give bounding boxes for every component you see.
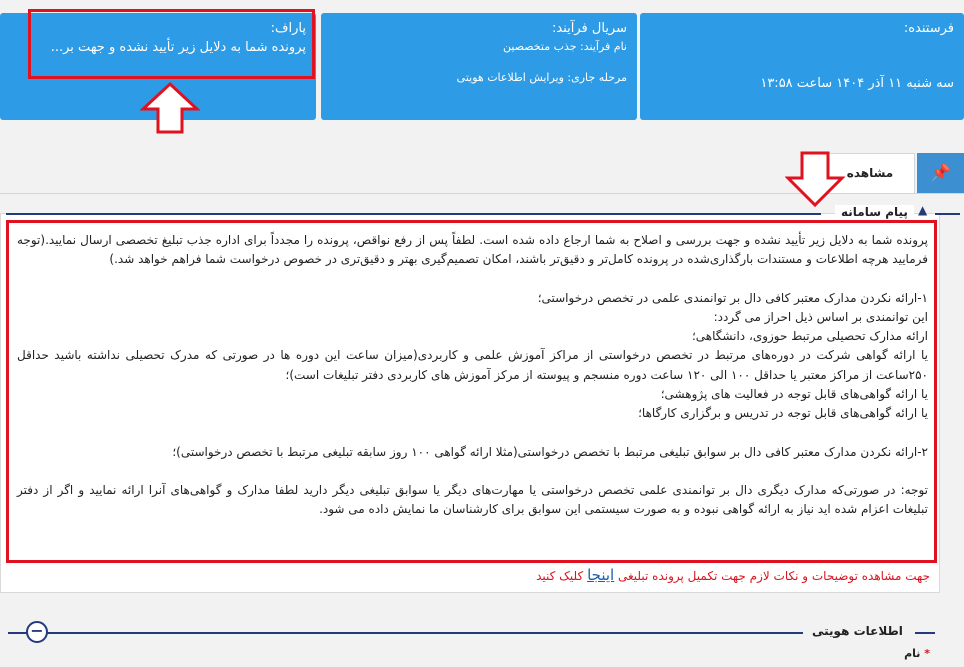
pin-icon[interactable]: 📌 <box>917 153 964 193</box>
up-arrow-icon <box>140 81 200 135</box>
identity-section-title: اطلاعات هویتی <box>812 624 903 638</box>
tab-view[interactable]: مشاهده <box>825 153 915 193</box>
system-message-legend: پیام سامانه <box>835 205 914 219</box>
message-item-1c: یا ارائه گواهی شرکت در دوره‌های مرتبط در تخصص درخواستی از مراکز آموزش علمی و کاربردی(میزان ساعت این دوره ها در صورتی که مدرک تحصیلی نداشته باشید حداقل ۲۵۰ساعت از مراکز معتبر یا حداقل ۱۰۰ الی ۱۲۰ ساعت دوره منسجم و پیوسته از مرکز آموزش های کاربردی دفتر تبلیغات است)؛ <box>17 348 928 382</box>
more-info-text: جهت مشاهده توضیحات و نکات لازم جهت تکمیل پرونده تبلیغی <box>618 569 930 583</box>
message-item-1: ۱-ارائه نکردن مدارک معتبر کافی دال بر توانمندی علمی در تخصص درخواستی؛ <box>537 290 928 305</box>
message-intro: پرونده شما به دلایل زیر تأیید نشده و جهت بررسی و اصلاح به شما ارجاع داده شده است. لطفاً پس از رفع نواقص، پرونده را مجدداً برای اداره جذب تبلیغ تخصصی ارسال نمایید.(توجه فرمایید هرچه اطلاعات و مستندات بارگذاری‌شده در پرونده کامل‌تر و دقیق‌تر باشند، امکان تصمیم‌گیری بهتر و دقیق‌تری در خصوص درخواست شما فراهم خواهد شد.) <box>17 233 928 267</box>
paraf-highlight-box <box>28 9 315 79</box>
name-label-text: نام <box>904 647 921 660</box>
more-info-link[interactable]: اینجا <box>587 566 615 584</box>
panel-divider-right <box>935 213 960 215</box>
current-stage: مرحله جاری: ویرایش اطلاعات هویتی <box>456 71 627 84</box>
sender-title: فرستنده: <box>903 21 954 36</box>
paraf-title: پاراف: <box>270 21 306 36</box>
more-info-after: کلیک کنید <box>536 569 584 583</box>
message-item-1e: یا ارائه گواهی‌های قابل توجه در تدریس و برگزاری کارگاها؛ <box>638 406 928 421</box>
panel-divider <box>6 213 821 215</box>
serial-title: سریال فرآیند: <box>552 21 627 36</box>
process-name: نام فرآیند: جذب متخصصین <box>503 40 627 53</box>
paraf-text: پرونده شما به دلایل زیر تأیید نشده و جهت بر... <box>50 40 306 55</box>
system-message-box <box>6 220 937 563</box>
sender-date: سه شنبه ۱۱ آذر ۱۴۰۴ ساعت ۱۳:۵۸ <box>760 76 954 91</box>
required-mark: * <box>924 647 930 660</box>
serial-card <box>321 13 637 120</box>
name-field-label <box>904 647 930 660</box>
message-note: توجه: در صورتی‌که مدارک دیگری دال بر توانمندی علمی تخصص درخواستی یا مهارت‌های دیگر یا سوابق تبلیغی دیگر دارید لطفا مدارک و گواهی‌های آنرا ارائه نمایید و اگر از دفتر تبلیغات اعزام شده اید نیاز به ارائه گواهی نبوده و به صورت سیستمی این سوابق برای کارشناسان ما نمایش داده می شود. <box>17 482 928 517</box>
identity-divider-right <box>915 632 935 634</box>
collapse-icon[interactable]: ▲ <box>918 203 928 217</box>
collapse-minus-icon[interactable]: − <box>26 621 48 643</box>
message-item-2: ۲-ارائه نکردن مدارک معتبر کافی دال بر سوابق تبلیغی مرتبط با تخصص درخواستی(مثلا ارائه گواهی ۱۰۰ روز سابقه تبلیغی مرتبط با تخصص درخواستی)؛ <box>172 444 928 459</box>
message-item-1d: یا ارائه گواهی‌های قابل توجه در فعالیت های پژوهشی؛ <box>660 387 928 402</box>
sender-card <box>640 13 964 120</box>
down-arrow-icon <box>785 150 845 208</box>
message-item-1b: ارائه مدارک تحصیلی مرتبط حوزوی، دانشگاهی؛ <box>691 329 928 344</box>
identity-divider <box>8 632 803 634</box>
message-item-1a: این توانمندی بر اساس ذیل احراز می گردد: <box>713 309 928 324</box>
more-info-line <box>536 566 930 584</box>
